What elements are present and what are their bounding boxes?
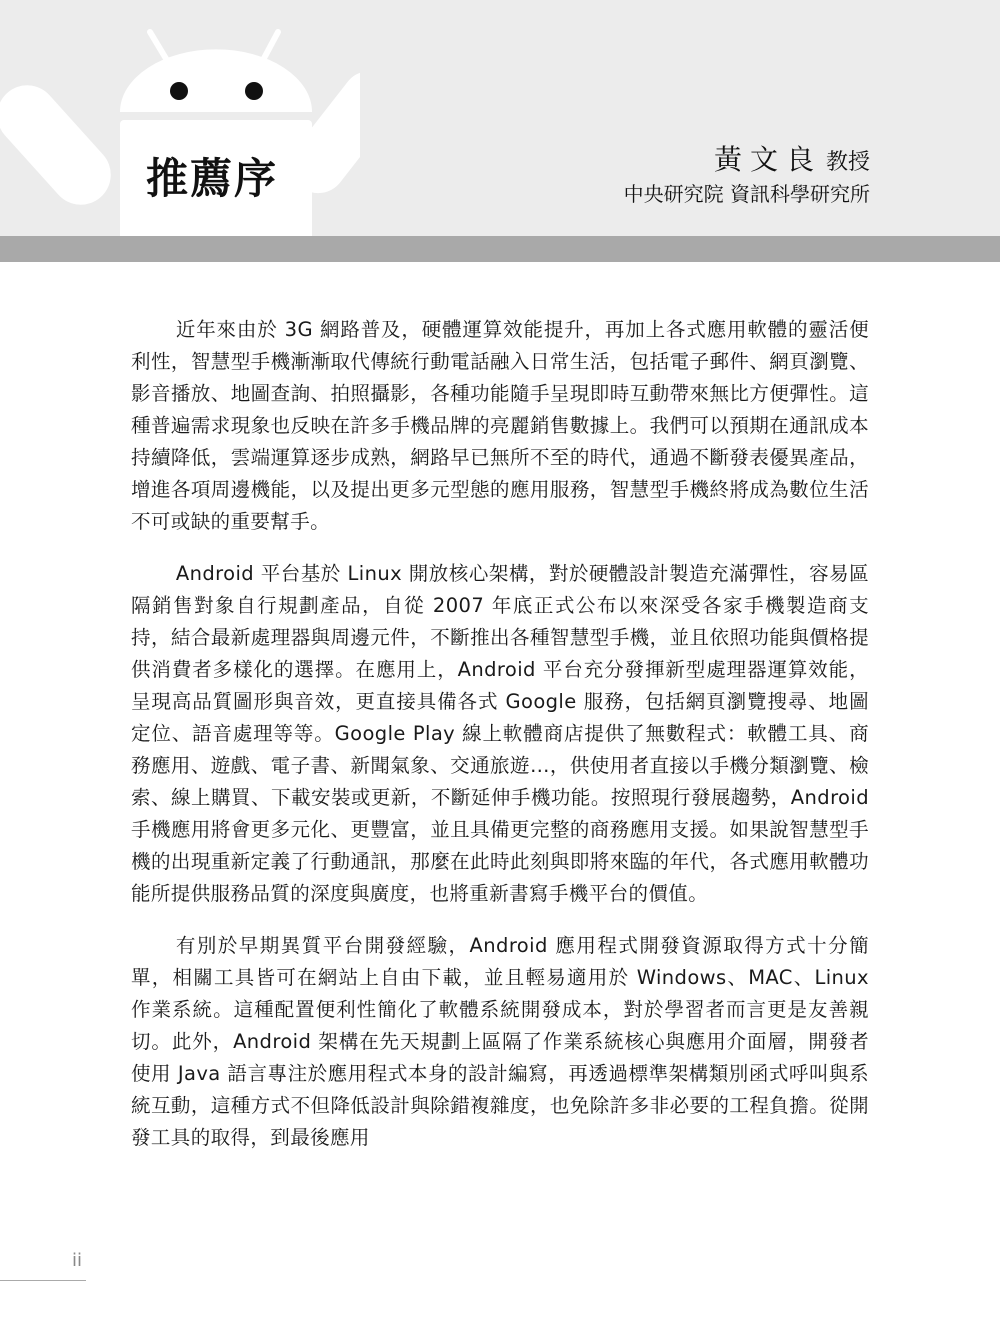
header-band xyxy=(0,0,1000,236)
author-title: 教授 xyxy=(825,150,870,175)
author-name: 黃文良 xyxy=(713,143,822,176)
paragraph: Android 平台基於 Linux 開放核心架構，對於硬體設計製造充滿彈性，容易區隔銷售對象自行規劃產品，自從 2007 年底正式公布以來深受各家手機製造商支持，結合最新處理器與周邊元件，不斷推出各種智慧型手機，並且依照功能與價格提供消費者多樣化的選擇。在應用上，Android 平台充分發揮新型處理器運算效能，呈現高品質圖形與音效，更直接具備各式 Google 服務，包括網頁瀏覽搜尋、地圖定位、語音處理等等。Google Play 線上軟體商店提供了無數程式：軟體工具、商務應用、遊戲、電子書、新聞氣象、交通旅遊…，供使用者直接以手機分類瀏覽、檢索、線上購買、下載安裝或更新，不斷延伸手機功能。按照現行發展趨勢，Android 手機應用將會更多元化、更豐富，並且具備更完整的商務應用支援。如果說智慧型手機的出現重新定義了行動通訊，那麼在此時此刻與即將來臨的年代，各式應用軟體功能所提供服務品質的深度與廣度，也將重新書寫手機平台的價值。 xyxy=(131,562,869,905)
page-number: ii xyxy=(72,1250,83,1271)
page-title: 推薦序 xyxy=(146,154,279,203)
preface-body xyxy=(131,314,869,1174)
footer-rule xyxy=(0,1280,86,1281)
header-divider-bar xyxy=(0,236,1000,262)
author-line xyxy=(714,138,870,178)
paragraph: 有別於早期異質平台開發經驗，Android 應用程式開發資源取得方式十分簡單，相關工具皆可在網站上自由下載，並且輕易適用於 Windows、MAC、Linux 作業系統。這種配置便利性簡化了軟體系統開發成本，對於學習者而言更是友善親切。此外，Android 架構在先天規劃上區隔了作業系統核心與應用介面層，開發者使用 Java 語言專注於應用程式本身的設計編寫，再透過標準架構類別函式呼叫與系統互動，這種方式不但降低設計與除錯複雜度，也免除許多非必要的工程負擔。從開發工具的取得，到最後應用 xyxy=(131,934,869,1149)
author-affiliation: 中央研究院 資訊科學研究所 xyxy=(623,182,870,206)
paragraph: 近年來由於 3G 網路普及，硬體運算效能提升，再加上各式應用軟體的靈活便利性，智慧型手機漸漸取代傳統行動電話融入日常生活，包括電子郵件、網頁瀏覽、影音播放、地圖查詢、拍照攝影，各種功能隨手呈現即時互動帶來無比方便彈性。這種普遍需求現象也反映在許多手機品牌的亮麗銷售數據上。我們可以預期在通訊成本持續降低，雲端運算逐步成熟，網路早已無所不至的時代，通過不斷發表優異產品，增進各項周邊機能，以及提出更多元型態的應用服務，智慧型手機終將成為數位生活不可或缺的重要幫手。 xyxy=(131,318,869,533)
